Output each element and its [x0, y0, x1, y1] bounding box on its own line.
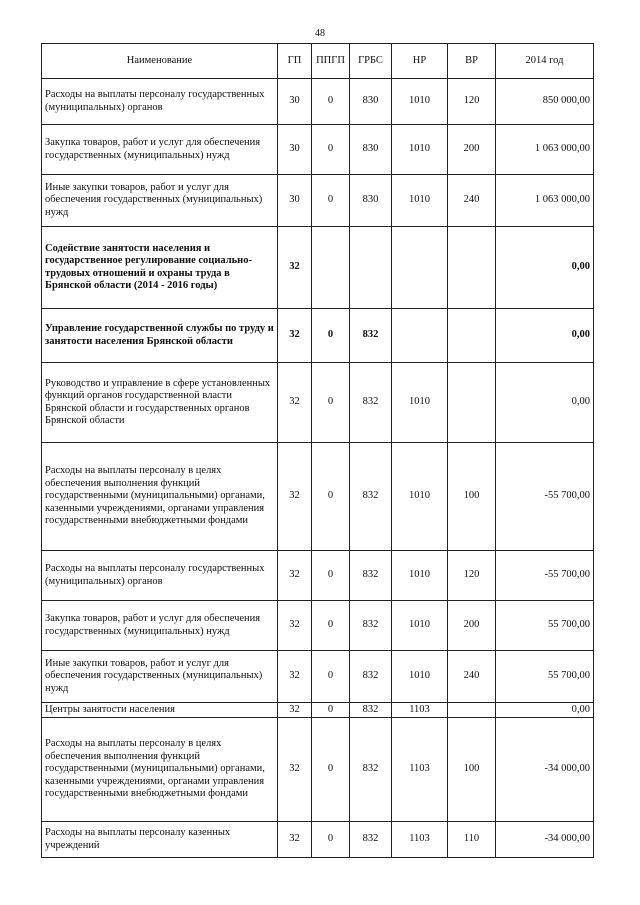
row-pgp: 0 — [312, 601, 350, 651]
header-vr: ВР — [448, 44, 496, 79]
row-nr: 1010 — [392, 175, 448, 227]
row-gp: 32 — [278, 551, 312, 601]
row-nr: 1103 — [392, 703, 448, 718]
row-pgp: 0 — [312, 125, 350, 175]
row-name: Управление государственной службы по труду и занятости населения Брянской области — [42, 309, 278, 363]
row-nr: 1010 — [392, 443, 448, 551]
row-nr: 1010 — [392, 79, 448, 125]
row-vr: 100 — [448, 443, 496, 551]
row-pgp: 0 — [312, 822, 350, 858]
row-name: Центры занятости населения — [42, 703, 278, 718]
row-pgp: 0 — [312, 651, 350, 703]
row-name: Руководство и управление в сфере установленных функций органов государственной власти Брянской области и государственных органов Брянской области — [42, 363, 278, 443]
table-row — [42, 125, 594, 175]
row-gp: 30 — [278, 175, 312, 227]
row-grbs: 832 — [350, 718, 392, 822]
row-gp: 32 — [278, 822, 312, 858]
table-header-row — [42, 44, 594, 79]
row-amount: -34 000,00 — [496, 822, 594, 858]
row-vr: 100 — [448, 718, 496, 822]
row-grbs: 830 — [350, 125, 392, 175]
row-nr: 1010 — [392, 363, 448, 443]
row-name: Закупка товаров, работ и услуг для обеспечения государственных (муниципальных) нужд — [42, 125, 278, 175]
row-grbs: 830 — [350, 175, 392, 227]
row-vr — [448, 363, 496, 443]
row-amount: 1 063 000,00 — [496, 125, 594, 175]
row-pgp: 0 — [312, 175, 350, 227]
row-gp: 32 — [278, 227, 312, 309]
row-nr: 1010 — [392, 551, 448, 601]
row-grbs: 832 — [350, 309, 392, 363]
row-vr — [448, 703, 496, 718]
row-pgp: 0 — [312, 79, 350, 125]
row-pgp: 0 — [312, 551, 350, 601]
header-pgp: ППГП — [312, 44, 350, 79]
header-name: Наименование — [42, 44, 278, 79]
row-vr: 110 — [448, 822, 496, 858]
table-row — [42, 309, 594, 363]
row-vr: 240 — [448, 651, 496, 703]
row-nr: 1010 — [392, 601, 448, 651]
row-grbs — [350, 227, 392, 309]
row-nr: 1010 — [392, 651, 448, 703]
row-nr — [392, 309, 448, 363]
table-row — [42, 175, 594, 227]
row-vr: 120 — [448, 79, 496, 125]
header-grbs: ГРБС — [350, 44, 392, 79]
row-amount: -55 700,00 — [496, 443, 594, 551]
row-nr: 1103 — [392, 718, 448, 822]
row-amount: 55 700,00 — [496, 651, 594, 703]
row-nr — [392, 227, 448, 309]
row-vr — [448, 309, 496, 363]
table-row — [42, 651, 594, 703]
header-gp: ГП — [278, 44, 312, 79]
table-row — [42, 443, 594, 551]
row-pgp: 0 — [312, 363, 350, 443]
row-vr: 200 — [448, 601, 496, 651]
row-amount: 1 063 000,00 — [496, 175, 594, 227]
budget-table — [41, 43, 594, 858]
row-gp: 32 — [278, 601, 312, 651]
row-vr — [448, 227, 496, 309]
row-grbs: 832 — [350, 601, 392, 651]
table-row — [42, 601, 594, 651]
row-grbs: 832 — [350, 822, 392, 858]
row-name: Содействие занятости населения и государственное регулирование социально-трудовых отношений и охраны труда в Брянской области (2014 - 2016 годы) — [42, 227, 278, 309]
table-row — [42, 363, 594, 443]
row-gp: 30 — [278, 79, 312, 125]
row-gp: 32 — [278, 718, 312, 822]
row-gp: 32 — [278, 309, 312, 363]
row-amount: 0,00 — [496, 309, 594, 363]
row-amount: 55 700,00 — [496, 601, 594, 651]
row-pgp: 0 — [312, 703, 350, 718]
header-year: 2014 год — [496, 44, 594, 79]
table-row — [42, 718, 594, 822]
row-name: Расходы на выплаты персоналу в целях обеспечения выполнения функций государственными (муниципальными) органами, казенными учреждениями, органами управления государственными внебюджетными фондами — [42, 718, 278, 822]
row-gp: 32 — [278, 363, 312, 443]
row-grbs: 830 — [350, 79, 392, 125]
row-nr: 1103 — [392, 822, 448, 858]
row-vr: 120 — [448, 551, 496, 601]
row-grbs: 832 — [350, 703, 392, 718]
row-amount: 0,00 — [496, 227, 594, 309]
table-row — [42, 703, 594, 718]
row-gp: 32 — [278, 443, 312, 551]
row-name: Иные закупки товаров, работ и услуг для обеспечения государственных (муниципальных) нужд — [42, 175, 278, 227]
row-pgp: 0 — [312, 309, 350, 363]
row-amount: 0,00 — [496, 363, 594, 443]
table-row — [42, 822, 594, 858]
row-amount: -55 700,00 — [496, 551, 594, 601]
row-amount: -34 000,00 — [496, 718, 594, 822]
table-row — [42, 79, 594, 125]
row-gp: 32 — [278, 651, 312, 703]
row-name: Расходы на выплаты персоналу казенных учреждений — [42, 822, 278, 858]
row-pgp: 0 — [312, 443, 350, 551]
table-row — [42, 227, 594, 309]
header-nr: НР — [392, 44, 448, 79]
row-gp: 32 — [278, 703, 312, 718]
row-grbs: 832 — [350, 651, 392, 703]
row-gp: 30 — [278, 125, 312, 175]
row-name: Расходы на выплаты персоналу в целях обеспечения выполнения функций государственными (муниципальными) органами, казенными учреждениями, органами управления государственными внебюджетными фондами — [42, 443, 278, 551]
page-number: 48 — [315, 28, 325, 39]
row-name: Расходы на выплаты персоналу государственных (муниципальных) органов — [42, 551, 278, 601]
table-row — [42, 551, 594, 601]
row-grbs: 832 — [350, 363, 392, 443]
row-grbs: 832 — [350, 551, 392, 601]
row-nr: 1010 — [392, 125, 448, 175]
row-name: Иные закупки товаров, работ и услуг для обеспечения государственных (муниципальных) нужд — [42, 651, 278, 703]
row-grbs: 832 — [350, 443, 392, 551]
row-pgp: 0 — [312, 718, 350, 822]
row-name: Закупка товаров, работ и услуг для обеспечения государственных (муниципальных) нужд — [42, 601, 278, 651]
row-name: Расходы на выплаты персоналу государственных (муниципальных) органов — [42, 79, 278, 125]
row-vr: 240 — [448, 175, 496, 227]
row-pgp — [312, 227, 350, 309]
row-vr: 200 — [448, 125, 496, 175]
row-amount: 0,00 — [496, 703, 594, 718]
row-amount: 850 000,00 — [496, 79, 594, 125]
